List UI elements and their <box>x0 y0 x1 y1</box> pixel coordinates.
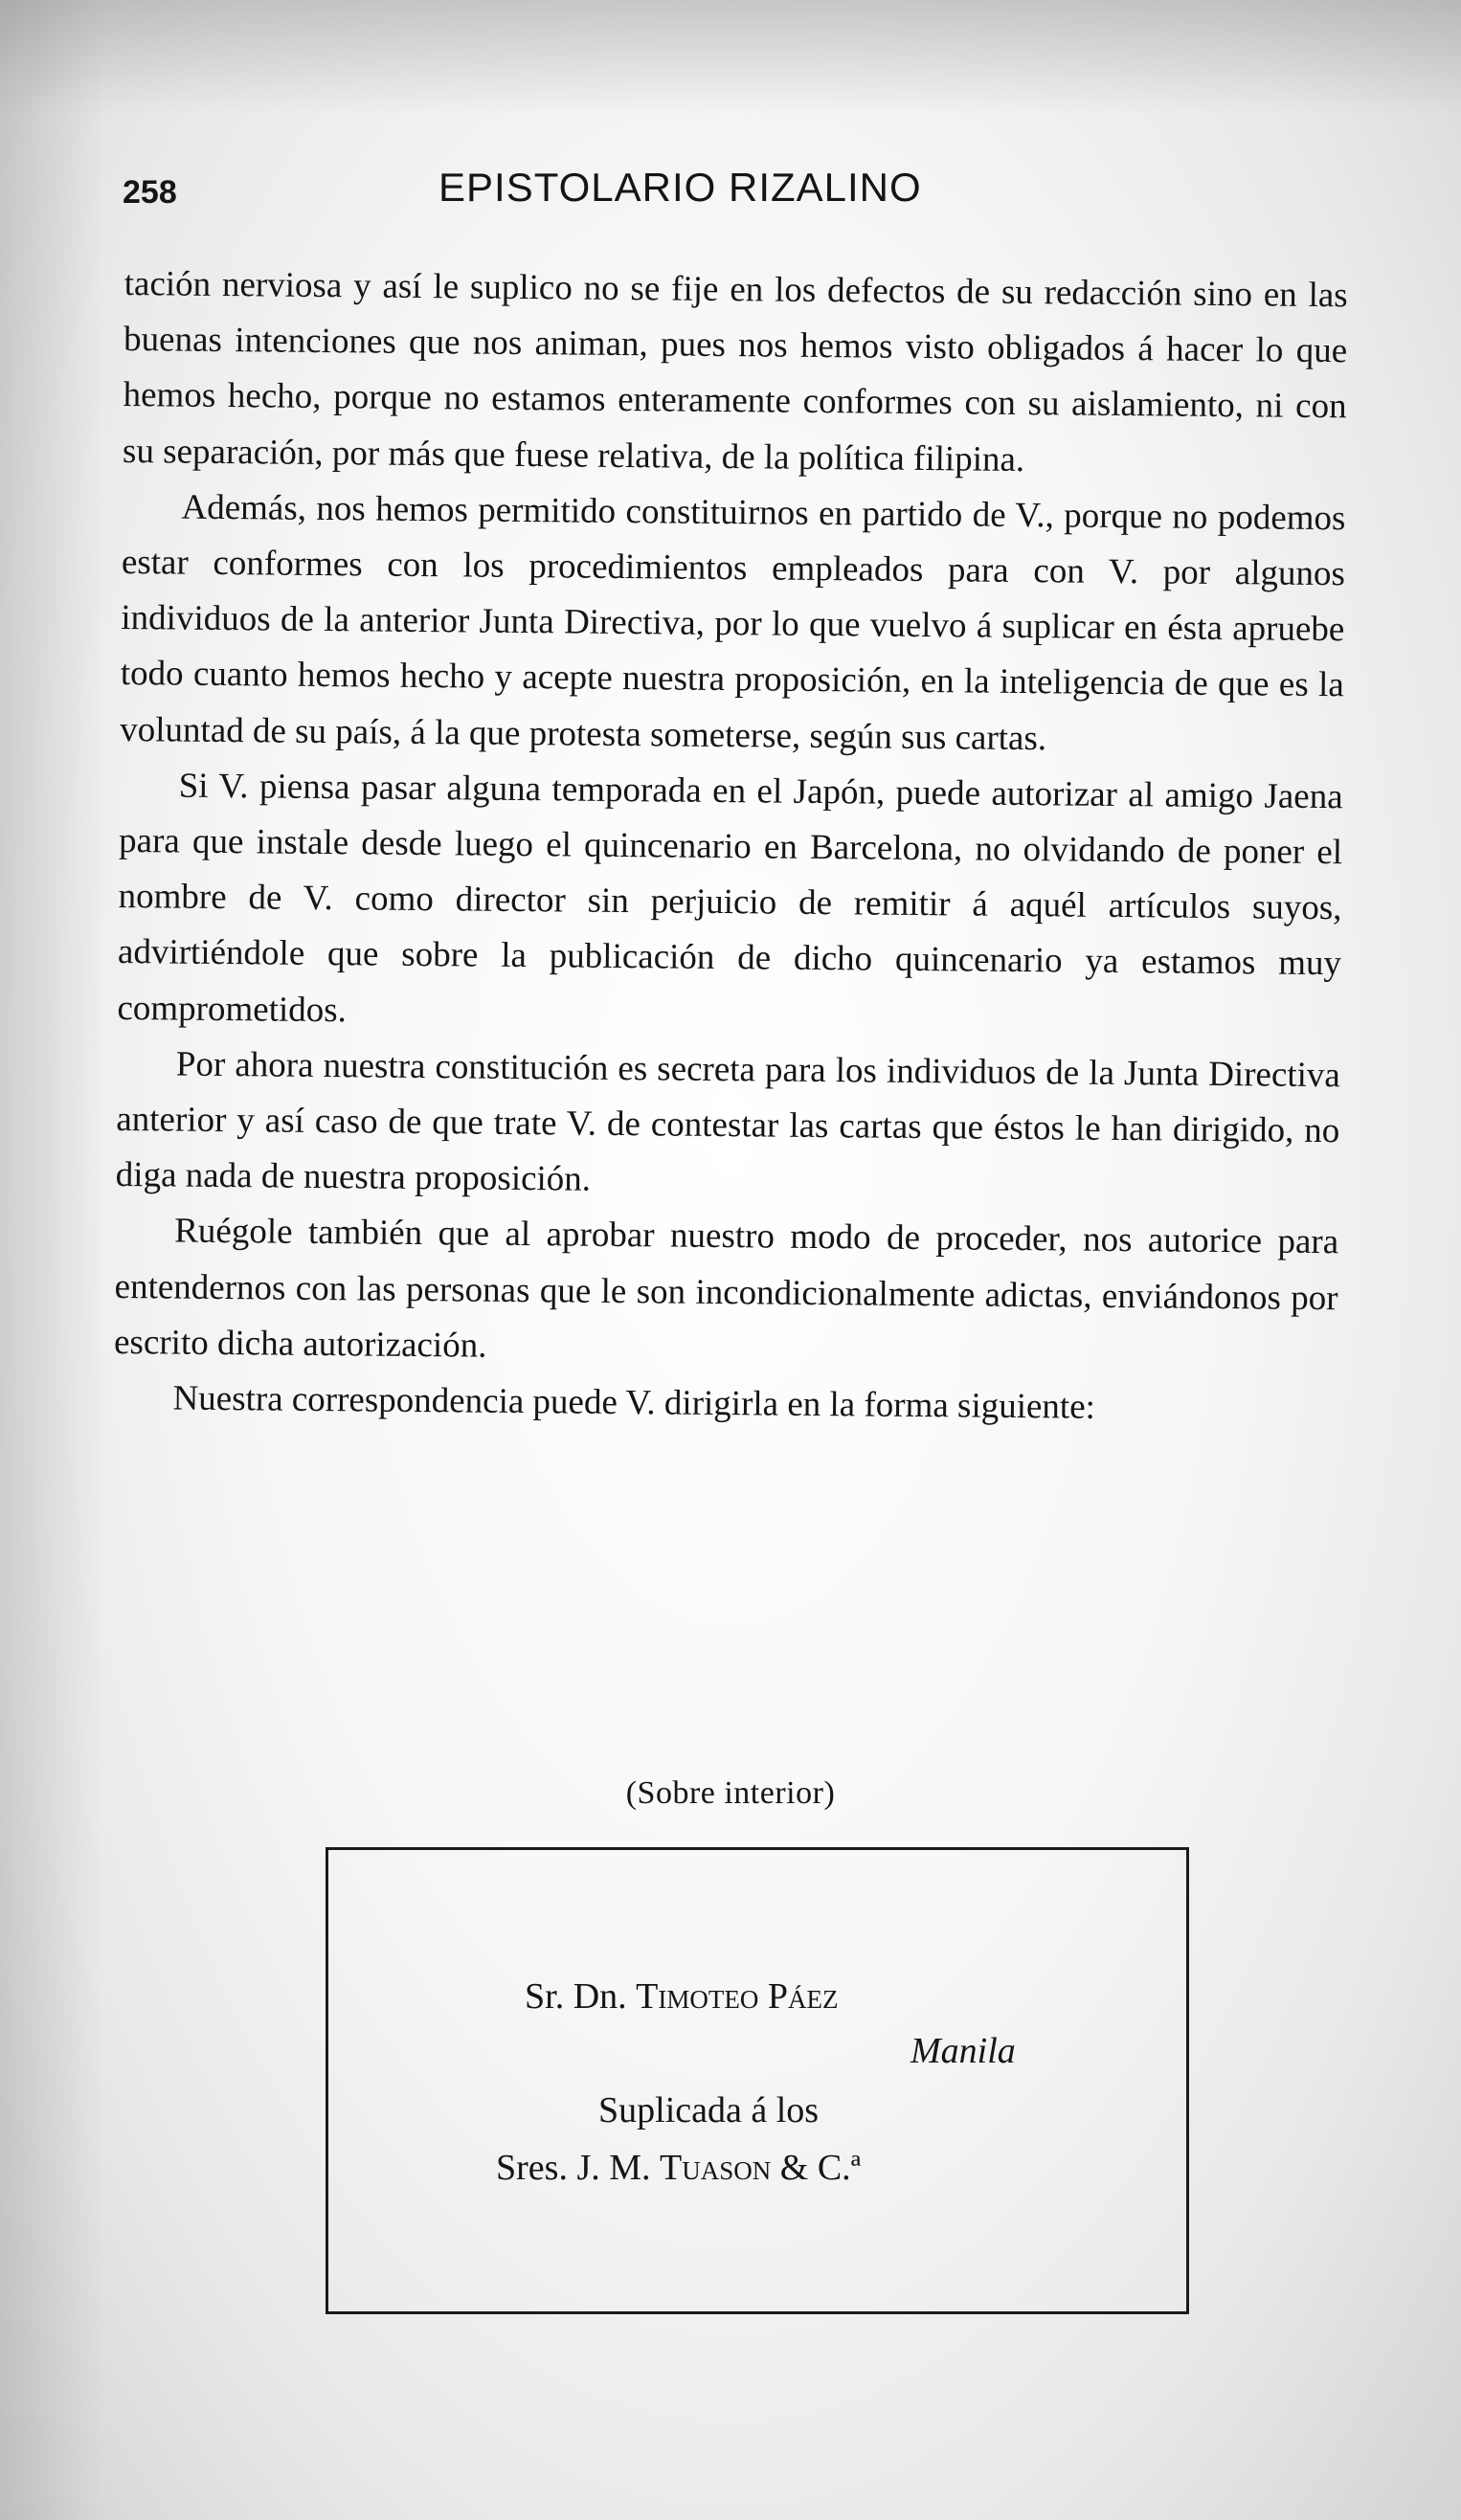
paragraph-1: tación nerviosa y así le suplico no se fije en los defectos de su redacción sino en las buenas intenciones que nos animan, pues nos hemos visto obligados á hacer lo que hemos hecho, porque no estamos enteramente conformes con su aislamiento, ni con su separación, por más que fuese relativa, de la política filipina. <box>122 263 1348 479</box>
firm-name: Tuason <box>660 2148 772 2188</box>
paragraph-3: Si V. piensa pasar alguna temporada en el Japón, puede autorizar al amigo Jaena para que instale desde luego el quincenario en Barcelona, no olvidando de poner el nombre de V. como director sin perjuicio de remitir á aquél artículos suyos, advirtiéndole que sobre la publicación de dicho quincenario ya estamos muy comprometidos. <box>117 766 1343 1030</box>
addressee-line <box>525 1975 838 2018</box>
firm-prefix: Sres. J. M. <box>496 2148 651 2188</box>
paragraph-4: Por ahora nuestra constitución es secreta para los individuos de la Junta Directiva anterior y así caso de que trate V. de contestar las cartas que éstos le han dirigido, no diga nada de nuestra proposición. <box>115 1044 1341 1199</box>
envelope-caption: (Sobre interior) <box>625 1775 836 1811</box>
scan-shadow-top <box>0 0 1461 115</box>
paragraph-2: Además, nos hemos permitido constituirnos en partido de V., porque no podemos estar conformes con los procedimientos empleados para con V. por algunos individuos de la anterior Junta Directiva, por lo que vuelvo á suplicar en ésta apruebe todo cuanto hemos hecho y acepte nuestra proposición, en la inteligencia de que es la voluntad de su país, á la que protesta someterse, según sus cartas. <box>120 487 1346 758</box>
care-of-line: Suplicada á los <box>598 2090 820 2130</box>
page-number: 258 <box>123 174 177 211</box>
paragraph-5: Ruégole también que al aprobar nuestro modo de proceder, nos autorice para entendernos con las personas que le son incondicionalmente adictas, enviándonos por escrito dicha autorización. <box>113 1212 1339 1366</box>
letter-body <box>113 256 1348 1438</box>
addressee-name: Timoteo Páez <box>636 1976 839 2017</box>
addressee-prefix: Sr. Dn. <box>525 1976 627 2017</box>
envelope-box <box>326 1847 1189 2314</box>
firm-line <box>496 2147 861 2189</box>
firm-suffix: & C.ª <box>779 2148 862 2188</box>
paragraph-6: Nuestra correspondencia puede V. dirigirla en la forma siguiente: <box>172 1378 1096 1427</box>
scan-shadow-left <box>0 0 105 2520</box>
page-header <box>123 165 1358 222</box>
addressee-city: Manila <box>910 2031 1016 2071</box>
running-head: EPISTOLARIO RIZALINO <box>438 165 922 210</box>
